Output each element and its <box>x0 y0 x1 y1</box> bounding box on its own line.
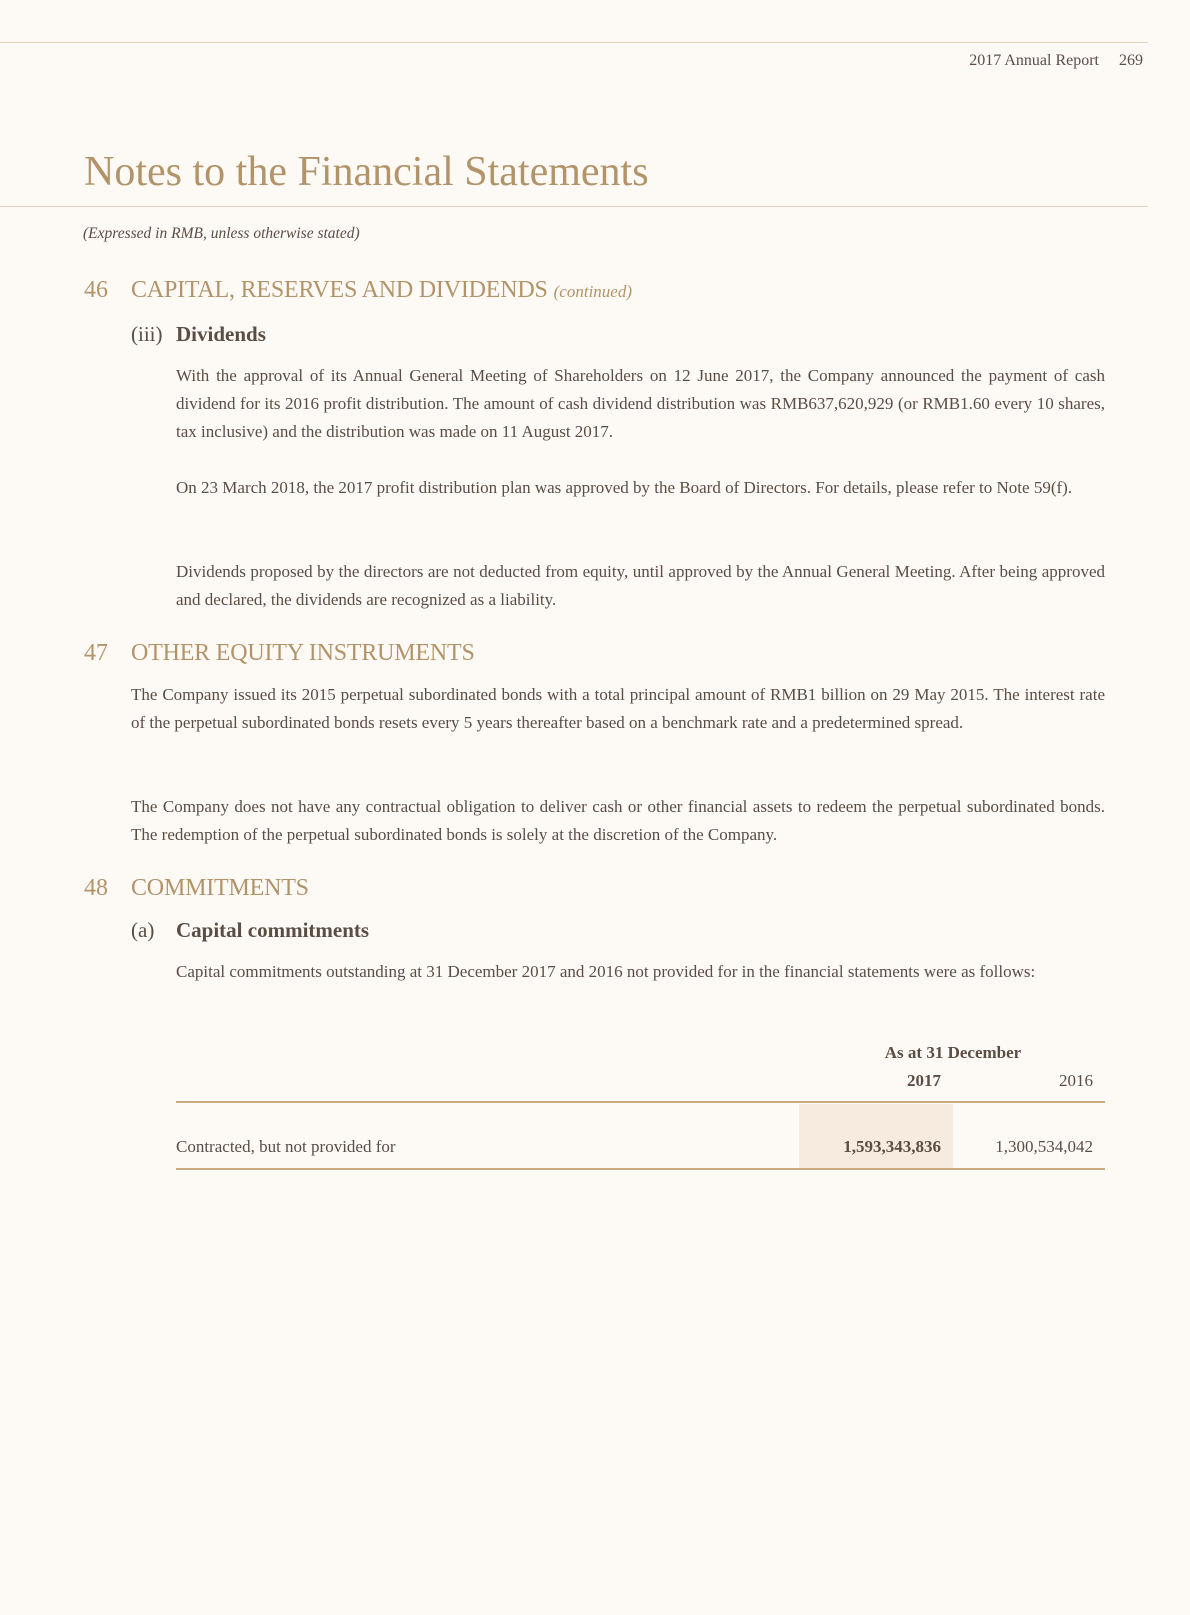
equity-paragraph-2: The Company does not have any contractual obligation to deliver cash or other financial assets to redeem the perpetual subordinated bonds. The redemption of the perpetual subordinated bonds is solely at the discretion of the Company. <box>131 797 1105 844</box>
section-heading-48 <box>84 873 309 903</box>
section-number: 47 <box>84 640 108 666</box>
section-title: CAPITAL, RESERVES AND DIVIDENDS <box>131 277 548 303</box>
table-cell-2017: 1,593,343,836 <box>843 1137 941 1156</box>
table-header-rule <box>176 1101 1105 1103</box>
continued-label: (continued) <box>553 282 632 301</box>
table-bottom-rule <box>176 1168 1105 1170</box>
subheading-number: (iii) <box>131 322 163 346</box>
commitments-paragraph: Capital commitments outstanding at 31 December 2017 and 2016 not provided for in the financial statements were as follows: <box>176 962 1036 981</box>
page-title: Notes to the Financial Statements <box>84 149 649 195</box>
column-header-2016: 2016 <box>1059 1071 1093 1090</box>
subheading-number: (a) <box>131 918 155 942</box>
subheading-capital-commitments <box>131 916 369 944</box>
section-title: OTHER EQUITY INSTRUMENTS <box>131 640 475 666</box>
table-cell-2016: 1,300,534,042 <box>995 1137 1093 1156</box>
equity-paragraph-1: The Company issued its 2015 perpetual subordinated bonds with a total principal amount of RMB1 billion on 29 May 2015. The interest rate of the perpetual subordinated bonds resets every 5 years thereafter based on a benchmark rate and a predetermined spread. <box>131 685 1105 732</box>
capital-commitments-table <box>176 1035 1105 1170</box>
table-group-header: As at 31 December <box>884 1043 1022 1062</box>
subheading-dividends <box>131 320 266 348</box>
section-title: COMMITMENTS <box>131 875 309 901</box>
report-title: 2017 Annual Report <box>969 52 1099 69</box>
title-rule <box>0 206 1148 207</box>
section-number: 48 <box>84 875 108 901</box>
basis-note: (Expressed in RMB, unless otherwise stated) <box>83 225 360 242</box>
dividends-paragraph-2: On 23 March 2018, the 2017 profit distribution plan was approved by the Board of Directors. For details, please refer to Note 59(f). <box>176 478 1073 497</box>
dividends-paragraph-1: With the approval of its Annual General Meeting of Shareholders on 12 June 2017, the Company announced the payment of cash dividend for its 2016 profit distribution. The amount of cash dividend distribution was RMB637,620,929 (or RMB1.60 every 10 shares, tax inclusive) and the distribution was made on 11 August 2017. <box>176 366 1105 441</box>
section-number: 46 <box>84 277 108 303</box>
running-header <box>969 52 1143 70</box>
top-rule <box>0 42 1148 43</box>
subheading-title: Capital commitments <box>176 918 370 942</box>
page-number: 269 <box>1119 52 1143 69</box>
section-heading-46 <box>84 275 632 307</box>
dividends-paragraph-3: Dividends proposed by the directors are not deducted from equity, until approved by the Annual General Meeting. After being approved and declared, the dividends are recognized as a liability. <box>176 562 1105 609</box>
subheading-title: Dividends <box>176 322 266 346</box>
table-row-label: Contracted, but not provided for <box>176 1137 396 1156</box>
section-heading-47 <box>84 638 475 668</box>
column-header-2017: 2017 <box>907 1071 941 1090</box>
